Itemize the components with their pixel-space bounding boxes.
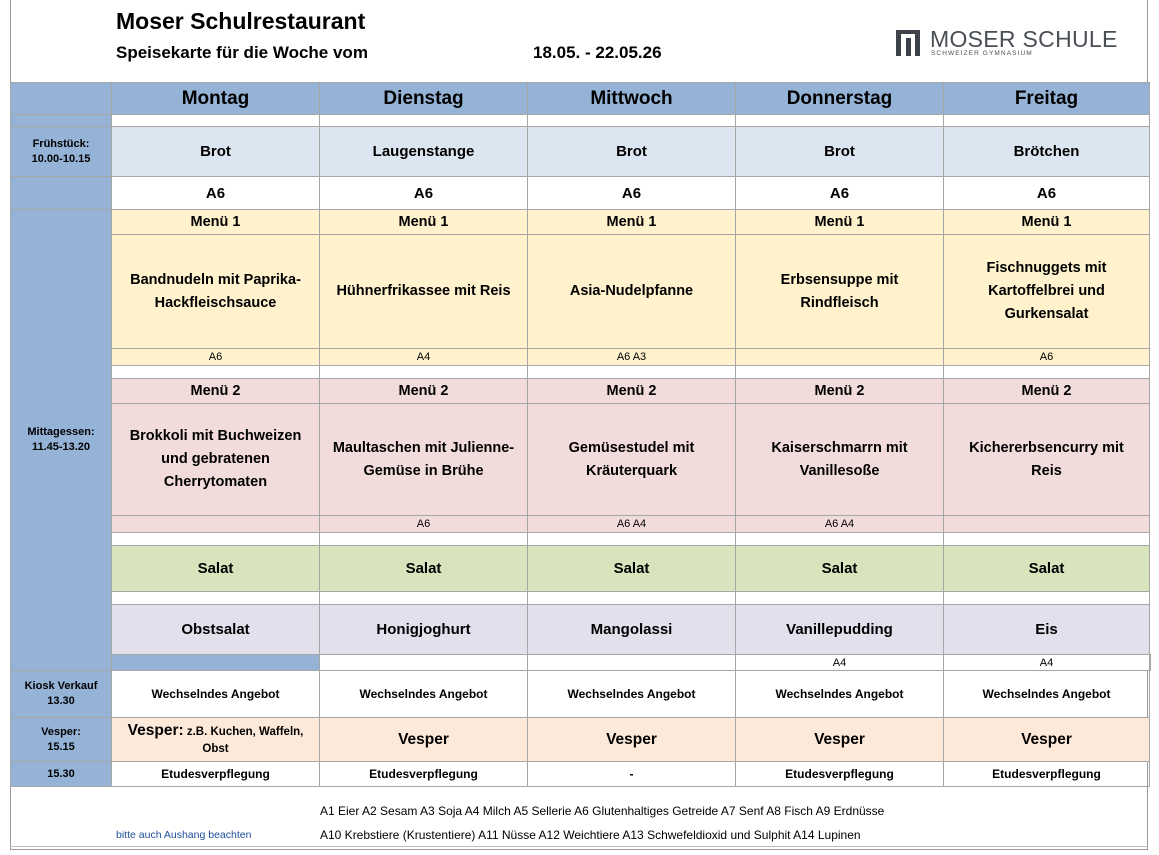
menu2-dish-row (11, 404, 1151, 516)
day-header-row (11, 83, 1151, 115)
etudes-row (11, 762, 1151, 787)
allergen-code: A6 A4 (528, 516, 736, 533)
breakfast-item: Laugenstange (320, 127, 528, 177)
menu2-dish: Kichererbsencurry mit Reis (944, 404, 1150, 516)
allergen-code (112, 516, 320, 533)
salad-item: Salat (944, 546, 1150, 592)
vesper-item: Vesper (320, 718, 528, 762)
logo-subtitle: SCHWEIZER GYMNASIUM (931, 50, 1033, 57)
vesper-item: Vesper (736, 718, 944, 762)
day-thursday: Donnerstag (736, 83, 944, 115)
allergen-code: A4 (944, 655, 1150, 671)
logo-name: MOSER SCHULE (930, 26, 1118, 52)
week-subtitle: Speisekarte für die Woche vom (116, 43, 368, 62)
allergen-code: A6 (320, 177, 528, 210)
allergen-code: A6 A3 (528, 349, 736, 366)
menu2-dish: Kaiserschmarrn mit Vanillesoße (736, 404, 944, 516)
spacer-row (11, 592, 1151, 605)
breakfast-row (11, 127, 1151, 177)
menu1-dish: Erbsensuppe mit Rindfleisch (736, 235, 944, 349)
dessert-row (11, 605, 1151, 655)
allergen-legend-line1: A1 Eier A2 Sesam A3 Soja A4 Milch A5 Sellerie A6 Glutenhaltiges Getreide A7 Senf A8 Fisch A9 Erdnüsse (320, 804, 885, 818)
kiosk-item: Wechselndes Angebot (944, 671, 1150, 718)
allergen-code (944, 516, 1150, 533)
day-tuesday: Dienstag (320, 83, 528, 115)
menu2-label: Menü 2 (944, 379, 1150, 404)
allergen-code: A4 (736, 655, 944, 671)
spacer-row (11, 533, 1151, 546)
menu1-label-row (11, 210, 1151, 235)
kiosk-item: Wechselndes Angebot (320, 671, 528, 718)
etudes-item: Etudesverpflegung (944, 762, 1150, 787)
dessert-item: Mangolassi (528, 605, 736, 655)
menu2-label-row (11, 379, 1151, 404)
allergen-code: A6 (528, 177, 736, 210)
etudes-item: Etudesverpflegung (112, 762, 320, 787)
page-title: Moser Schulrestaurant (116, 8, 366, 34)
salad-item: Salat (528, 546, 736, 592)
breakfast-item: Brot (528, 127, 736, 177)
menu2-allergen-row (11, 516, 1151, 533)
salad-item: Salat (112, 546, 320, 592)
header-corner (11, 83, 112, 115)
etudes-item: - (528, 762, 736, 787)
menu2-label: Menü 2 (528, 379, 736, 404)
vesper-item: Vesper (944, 718, 1150, 762)
divider (10, 846, 1148, 847)
salad-item: Salat (320, 546, 528, 592)
breakfast-item: Brötchen (944, 127, 1150, 177)
vesper-label: Vesper: 15.15 (11, 718, 112, 762)
breakfast-label: Frühstück: 10.00-10.15 (11, 127, 112, 177)
menu2-label: Menü 2 (112, 379, 320, 404)
menu1-label: Menü 1 (528, 210, 736, 235)
kiosk-row (11, 671, 1151, 718)
allergen-code: A6 (944, 349, 1150, 366)
kiosk-label: Kiosk Verkauf 13.30 (11, 671, 112, 718)
menu2-label: Menü 2 (320, 379, 528, 404)
kiosk-item: Wechselndes Angebot (736, 671, 944, 718)
allergen-legend-line2: A10 Krebstiere (Krustentiere) A11 Nüsse A12 Weichtiere A13 Schwefeldioxid und Sulphit A14 Lupinen (320, 828, 861, 842)
allergen-code (528, 655, 736, 671)
dessert-item: Obstsalat (112, 605, 320, 655)
day-monday: Montag (112, 83, 320, 115)
menu1-label: Menü 1 (320, 210, 528, 235)
spacer-row (11, 115, 1151, 127)
allergen-code: A6 (736, 177, 944, 210)
vesper-row (11, 718, 1151, 762)
vesper-item: Vesper (528, 718, 736, 762)
salad-item: Salat (736, 546, 944, 592)
breakfast-item: Brot (112, 127, 320, 177)
dessert-item: Vanillepudding (736, 605, 944, 655)
lunch-label: Mittagessen: 11.45-13.20 (11, 210, 112, 671)
breakfast-item: Brot (736, 127, 944, 177)
menu1-label: Menü 1 (944, 210, 1150, 235)
allergen-code (1150, 655, 1151, 671)
etudes-item: Etudesverpflegung (736, 762, 944, 787)
vesper-item: Vesper: z.B. Kuchen, Waffeln, Obst (112, 718, 320, 762)
kiosk-item: Wechselndes Angebot (112, 671, 320, 718)
menu1-dish: Asia-Nudelpfanne (528, 235, 736, 349)
dessert-item: Honigjoghurt (320, 605, 528, 655)
menu2-dish: Gemüsestudel mit Kräuterquark (528, 404, 736, 516)
menu2-dish: Brokkoli mit Buchweizen und gebratenen Cherrytomaten (112, 404, 320, 516)
etudes-item: Etudesverpflegung (320, 762, 528, 787)
notice-hint: bitte auch Aushang beachten (116, 829, 252, 841)
allergen-code (320, 655, 528, 671)
menu1-allergen-row (11, 349, 1151, 366)
allergen-code: A6 (112, 177, 320, 210)
menu1-label: Menü 1 (736, 210, 944, 235)
menu1-dish: Bandnudeln mit Paprika- Hackfleischsauce (112, 235, 320, 349)
breakfast-allergen-row (11, 177, 1151, 210)
allergen-code (736, 349, 944, 366)
dessert-item: Eis (944, 605, 1150, 655)
menu1-dish-row (11, 235, 1151, 349)
week-date-range: 18.05. - 22.05.26 (533, 43, 662, 62)
menu2-dish: Maultaschen mit Julienne- Gemüse in Brühe (320, 404, 528, 516)
allergen-code: A4 (320, 349, 528, 366)
salad-row (11, 546, 1151, 592)
kiosk-item: Wechselndes Angebot (528, 671, 736, 718)
allergen-code: A6 A4 (736, 516, 944, 533)
menu1-dish: Fischnuggets mit Kartoffelbrei und Gurkensalat (944, 235, 1150, 349)
menu-table (10, 82, 1151, 787)
allergen-code: A6 (944, 177, 1150, 210)
day-friday: Freitag (944, 83, 1150, 115)
etudes-label: 15.30 (11, 762, 112, 787)
menu2-label: Menü 2 (736, 379, 944, 404)
dessert-allergen-row (11, 655, 1151, 671)
day-wednesday: Mittwoch (528, 83, 736, 115)
allergen-code: A6 (112, 349, 320, 366)
logo-mark-icon (896, 30, 920, 56)
allergen-code: A6 (320, 516, 528, 533)
spacer-row (11, 366, 1151, 379)
menu1-dish: Hühnerfrikassee mit Reis (320, 235, 528, 349)
menu1-label: Menü 1 (112, 210, 320, 235)
